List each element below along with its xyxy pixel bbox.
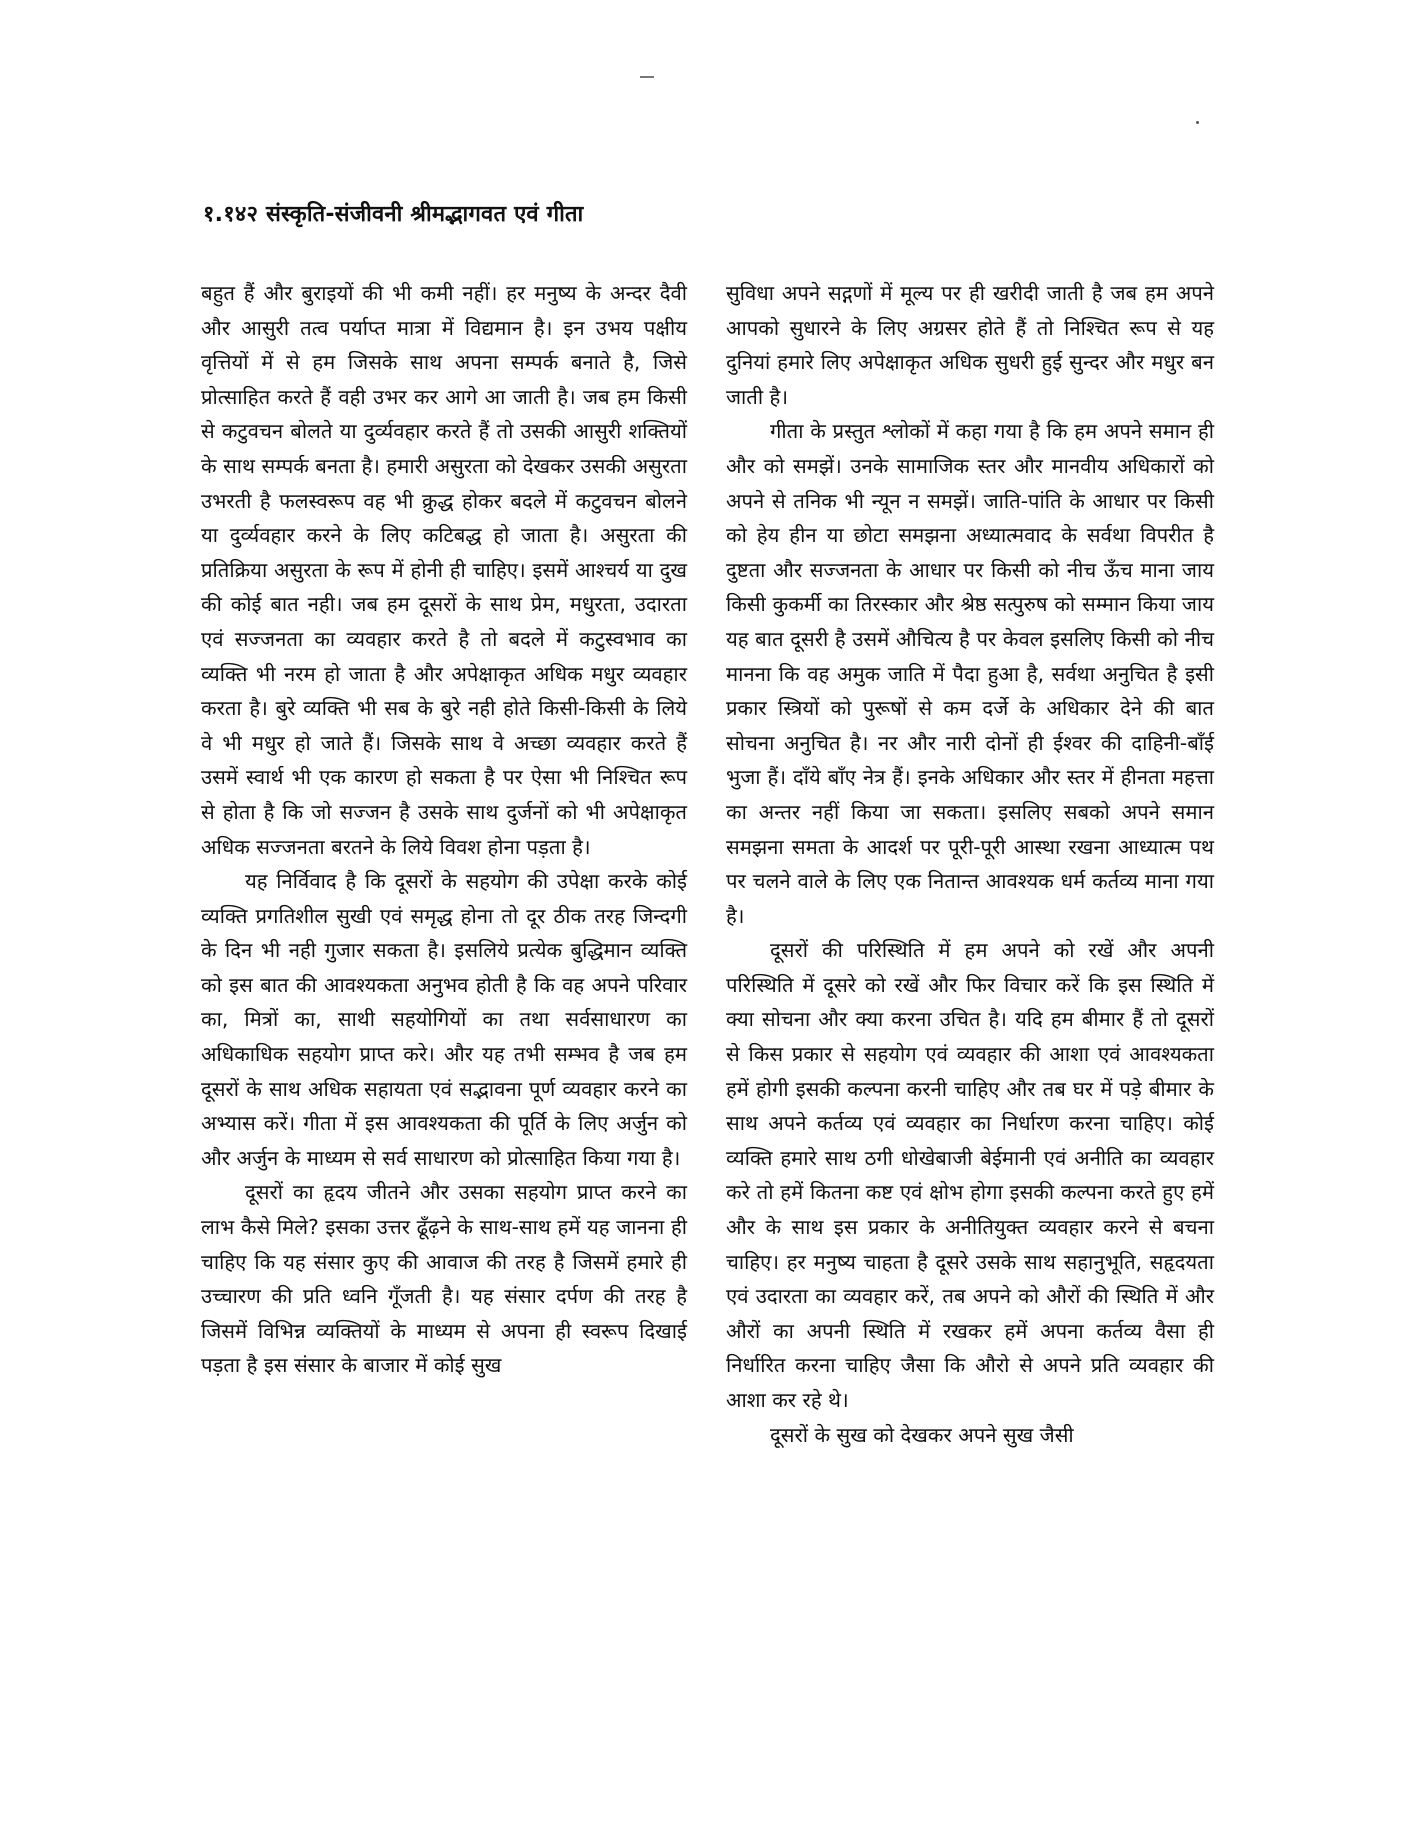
paragraph: दूसरों के सुख को देखकर अपने सुख जैसी (770, 1422, 1074, 1447)
right-column (726, 276, 1214, 1452)
paragraph: दूसरों की परिस्थिति में हम अपने को रखें और अपनी परिस्थिति में दूसरे को रखें और फिर विचार करें कि इस स्थिति में क्या सोचना और क्या करना उचित है। यदि हम बीमार हैं तो दूसरों से किस प्रकार से सहयोग एवं व्यवहार की आशा एवं आवश्यकता हमें होगी इसकी कल्पना करनी चाहिए और तब घर में पड़े बीमार के साथ अपने कर्तव्य एवं व्यवहार का निर्धारण करना चाहिए। कोई व्यक्ति हमारे साथ ठगी धोखेबाजी बेईमानी एवं अनीति का व्यवहार करे तो हमें कितना कष्ट एवं क्षोभ होगा इसकी कल्पना करते हुए हमें और के साथ इस प्रकार के अनीतियुक्त व्यवहार करने से बचना चाहिए। हर मनुष्य चाहता है दूसरे उसके साथ सहानुभूति, सहृदयता एवं उदारता का व्यवहार करें, तब अपने को औरों की स्थिति में और औरों का अपनी स्थिति में रखकर हमें अपना कर्तव्य वैसा ही निर्धारित करना चाहिए जैसा कि औरो से अपने प्रति व्यवहार की आशा कर रहे थे। (726, 938, 1214, 1412)
paragraph: सुविधा अपने सद्गणों में मूल्य पर ही खरीदी जाती है जब हम अपने आपको सुधारने के लिए अग्रसर होते हैं तो निश्चित रूप से यह दुनियां हमारे लिए अपेक्षाकृत अधिक सुधरी हुई सुन्दर और मधुर बन जाती है। (726, 281, 1214, 409)
paragraph: गीता के प्रस्तुत श्लोकों में कहा गया है कि हम अपने समान ही और को समझें। उनके सामाजिक स्तर और मानवीय अधिकारों को अपने से तनिक भी न्यून न समझें। जाति-पांति के आधार पर किसी को हेय हीन या छोटा समझना अध्यात्मवाद के सर्वथा विपरीत है दुष्टता और सज्जनता के आधार पर किसी को नीच ऊँच माना जाय किसी कुकर्मी का तिरस्कार और श्रेष्ठ सत्पुरुष को सम्मान किया जाय यह बात दूसरी है उसमें औचित्य है पर केवल इसलिए किसी को नीच मानना कि वह अमुक जाति में पैदा हुआ है, सर्वथा अनुचित है इसी प्रकार स्त्रियों को पुरूषों से कम दर्जे के अधिकार देने की बात सोचना अनुचित है। नर और नारी दोनों ही ईश्वर की दाहिनी-बाँई भुजा हैं। दाँये बाँए नेत्र हैं। इनके अधिकार और स्तर में हीनता महत्ता का अन्तर नहीं किया जा सकता। इसलिए सबको अपने समान समझना समता के आदर्श पर पूरी-पूरी आस्था रखना आध्यात्म पथ पर चलने वाले के लिए एक नितान्त आवश्यक धर्म कर्तव्य माना गया है। (726, 419, 1214, 928)
paragraph: दूसरों का हृदय जीतने और उसका सहयोग प्राप्त करने का लाभ कैसे मिले? इसका उत्तर ढूँढ़ने के साथ-साथ हमें यह जानना ही चाहिए कि यह संसार कुए की आवाज की तरह है जिसमें हमारे ही उच्चारण की प्रति ध्वनि गूँजती है। यह संसार दर्पण की तरह है जिसमें विभिन्न व्यक्तियों के माध्यम से अपना ही स्वरूप दिखाई पड़ता है इस संसार के बाजार में कोई सुख (201, 1180, 687, 1378)
left-column (201, 276, 687, 1383)
paragraph: यह निर्विवाद है कि दूसरों के सहयोग की उपेक्षा करके कोई व्यक्ति प्रगतिशील सुखी एवं समृद्ध होना तो दूर ठीक तरह जिन्दगी के दिन भी नही गुजार सकता है। इसलिये प्रत्येक बुद्धिमान व्यक्ति को इस बात की आवश्यकता अनुभव होती है कि वह अपने परिवार का, मित्रों का, साथी सहयोगियों का तथा सर्वसाधारण का अधिकाधिक सहयोग प्राप्त करे। और यह तभी सम्भव है जब हम दूसरों के साथ अधिक सहायता एवं सद्भावना पूर्ण व्यवहार करने का अभ्यास करें। गीता में इस आवश्यकता की पूर्ति के लिए अर्जुन को और अर्जुन के माध्यम से सर्व साधारण को प्रोत्साहित किया गया है। (201, 869, 687, 1170)
scan-speck (1196, 121, 1199, 124)
scan-mark (640, 76, 654, 78)
running-header: १.१४२ संस्कृति-संजीवनी श्रीमद्भागवत एवं गीता (203, 202, 584, 227)
paragraph: बहुत हैं और बुराइयों की भी कमी नहीं। हर मनुष्य के अन्दर दैवी और आसुरी तत्व पर्याप्त मात्रा में विद्यमान है। इन उभय पक्षीय वृत्तियों में से हम जिसके साथ अपना सम्पर्क बनाते है, जिसे प्रोत्साहित करते हैं वही उभर कर आगे आ जाती है। जब हम किसी से कटुवचन बोलते या दुर्व्यवहार करते हैं तो उसकी आसुरी शक्तियों के साथ सम्पर्क बनता है। हमारी असुरता को देखकर उसकी असुरता उभरती है फलस्वरूप वह भी क्रुद्ध होकर बदले में कटुवचन बोलने या दुर्व्यवहार करने के लिए कटिबद्ध हो जाता है। असुरता की प्रतिक्रिया असुरता के रूप में होनी ही चाहिए। इसमें आश्चर्य या दुख की कोई बात नही। जब हम दूसरों के साथ प्रेम, मधुरता, उदारता एवं सज्जनता का व्यवहार करते है तो बदले में कटुस्वभाव का व्यक्ति भी नरम हो जाता है और अपेक्षाकृत अधिक मधुर व्यवहार करता है। बुरे व्यक्ति भी सब के बुरे नही होते किसी-किसी के लिये वे भी मधुर हो जाते हैं। जिसके साथ वे अच्छा व्यवहार करते हैं उसमें स्वार्थ भी एक कारण हो सकता है पर ऐसा भी निश्चित रूप से होता है कि जो सज्जन है उसके साथ दुर्जनों को भी अपेक्षाकृत अधिक सज्जनता बरतने के लिये विवश होना पड़ता है। (201, 281, 687, 859)
